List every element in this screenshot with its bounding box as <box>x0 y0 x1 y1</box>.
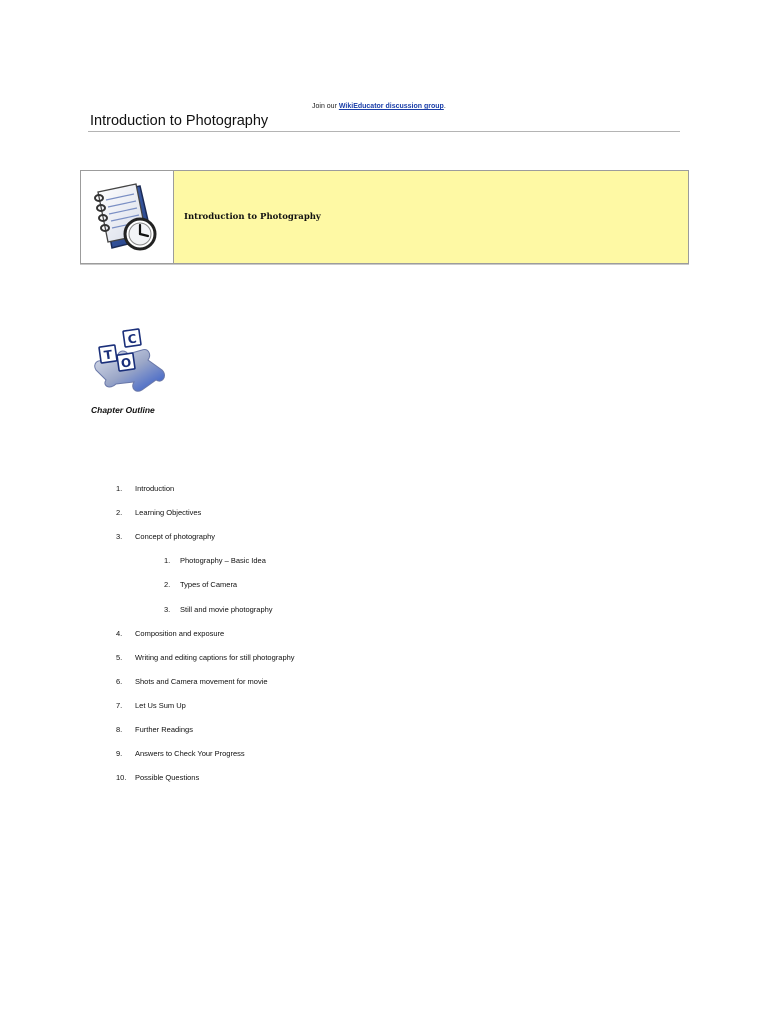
discussion-group-notice <box>312 103 446 110</box>
outline-item-label[interactable]: Still and movie photography <box>180 604 273 614</box>
outline-item <box>164 605 564 617</box>
outline-item-number: 8. <box>116 725 123 734</box>
outline-item-label[interactable]: Writing and editing captions for still photography <box>135 652 295 662</box>
banner-title: Introduction to Photography <box>184 212 321 222</box>
outline-item-number: 5. <box>116 652 123 662</box>
page-title: Introduction to Photography <box>90 113 269 129</box>
outline-item <box>116 629 516 641</box>
banner-icon-cell <box>81 171 174 263</box>
notebook-clock-icon <box>88 178 166 256</box>
outline-item-number: 9. <box>116 749 123 759</box>
outline-item-label[interactable]: Learning Objectives <box>135 508 202 518</box>
outline-item <box>116 508 516 520</box>
outline-item <box>116 484 516 496</box>
outline-item <box>116 532 516 544</box>
title-divider <box>88 131 680 132</box>
join-suffix: . <box>443 103 446 110</box>
outline-item <box>116 725 516 737</box>
outline-item-number: 1. <box>116 484 123 493</box>
chapter-outline-heading: Chapter Outline <box>91 405 155 415</box>
outline-item <box>116 653 516 665</box>
outline-item <box>116 749 516 761</box>
join-prefix: Join our <box>312 103 339 110</box>
outline-item-label[interactable]: Photography – Basic Idea <box>180 556 266 566</box>
outline-item-number: 7. <box>116 700 123 710</box>
toc-puzzle-icon <box>88 324 168 396</box>
outline-item-label[interactable]: Further Readings <box>135 725 193 734</box>
banner-title-cell <box>174 171 688 263</box>
outline-item-number: 2. <box>116 508 123 518</box>
outline-item-number: 1. <box>164 556 171 566</box>
outline-item-label[interactable]: Introduction <box>135 484 175 493</box>
outline-item-number: 4. <box>116 628 123 638</box>
outline-item-number: 6. <box>116 676 123 686</box>
svg-text:C: C <box>126 331 138 347</box>
svg-text:O: O <box>120 355 133 371</box>
outline-item-label[interactable]: Composition and exposure <box>135 628 225 638</box>
outline-item-label[interactable]: Shots and Camera movement for movie <box>135 676 268 686</box>
outline-item-label[interactable]: Answers to Check Your Progress <box>135 749 245 759</box>
outline-item <box>164 580 564 592</box>
outline-item-label[interactable]: Let Us Sum Up <box>135 700 186 710</box>
outline-item-number: 3. <box>116 532 123 542</box>
outline-item-number: 3. <box>164 604 171 614</box>
outline-item <box>116 701 516 713</box>
outline-item <box>116 677 516 689</box>
outline-item-label[interactable]: Concept of photography <box>135 532 216 542</box>
outline-item-number: 10. <box>116 773 127 783</box>
outline-item-number: 2. <box>164 580 171 590</box>
outline-item-label[interactable]: Types of Camera <box>180 580 238 590</box>
wikieducator-discussion-link[interactable]: WikiEducator discussion group <box>338 103 444 110</box>
chapter-banner <box>80 170 689 264</box>
outline-item <box>164 556 564 568</box>
outline-item <box>116 773 516 785</box>
outline-item-label[interactable]: Possible Questions <box>135 773 200 783</box>
svg-text:T: T <box>103 347 114 363</box>
